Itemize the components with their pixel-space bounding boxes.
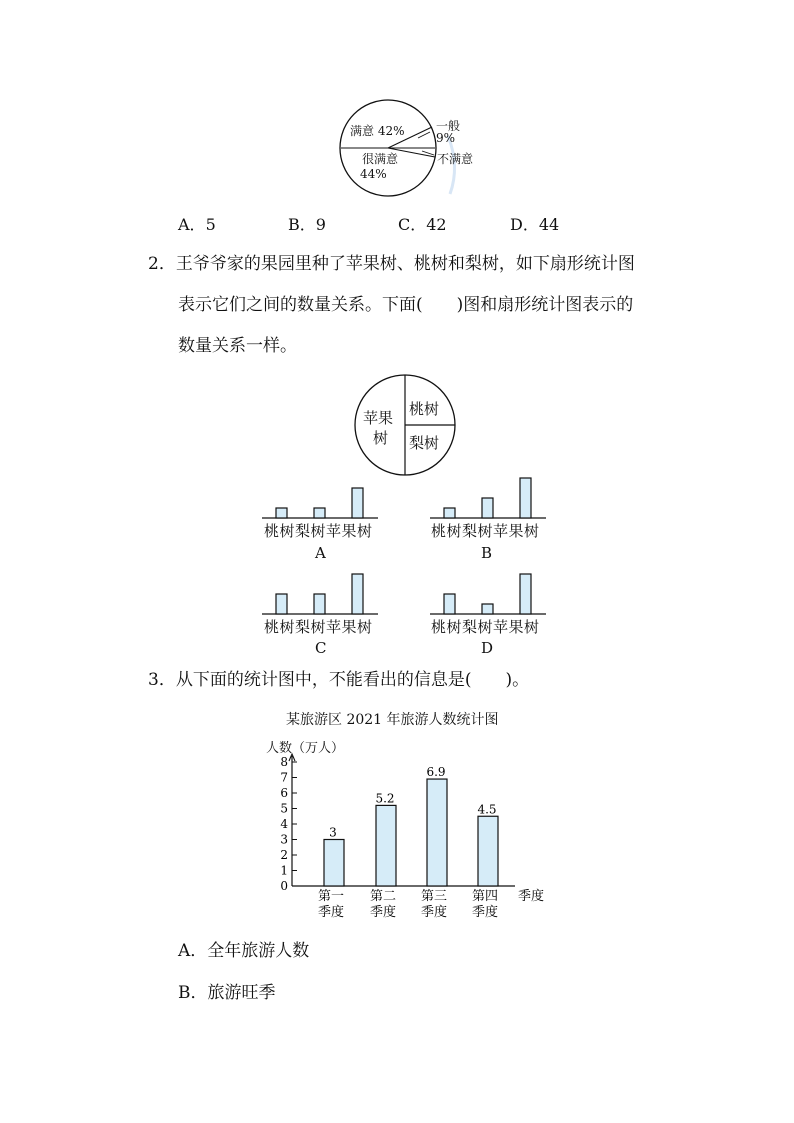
pie-label-unsatisfied: 不满意 [437,152,474,166]
y-tick-label: 7 [280,770,288,785]
pie-label-very-satisfied: 很满意 [362,152,399,166]
option-bar-chart-d[interactable] [430,568,550,618]
x-tick-label: 季度 [471,905,499,920]
pie-peach-label: 桃树 [409,400,440,418]
x-tick-label: 第一 [317,889,345,904]
x-tick-label: 第二 [369,889,397,904]
y-tick-label: 2 [280,848,288,862]
pie-pear-label: 梨树 [409,434,440,452]
bar-2 [376,805,396,886]
mini-bar-苹果树 [352,574,363,614]
tourism-chart-ylabel: 人数（万人） [266,741,345,756]
q3-option-a[interactable]: A．全年旅游人数 [178,941,310,961]
x-tick-label: 第三 [420,889,448,904]
pie-apple-label-1: 苹果 [363,409,394,427]
x-axis-label: 季度 [518,889,545,904]
option-d-letter[interactable]: D [481,639,494,657]
x-tick-label: 季度 [317,905,345,920]
option-c-category-labels: 桃树梨树苹果树 [264,618,373,636]
satisfaction-pie-chart [330,96,490,202]
x-tick-label: 季度 [369,905,397,920]
bar-3 [427,779,447,886]
y-tick-label: 8 [280,755,288,769]
bar-value-label: 5.2 [375,791,395,806]
bar-value-label: 4.5 [477,802,497,817]
q2-line2: 表示它们之间的数量关系。下面( )图和扇形统计图表示的 [178,295,634,315]
mini-bar-桃树 [444,594,455,614]
option-a-category-labels: 桃树梨树苹果树 [264,522,373,540]
pie-apple-label-2: 树 [373,429,389,447]
y-tick-label: 4 [280,817,288,831]
pie-label-satisfied: 满意 42% [350,124,405,138]
mini-bar-桃树 [276,594,287,614]
option-d-category-labels: 桃树梨树苹果树 [431,618,540,636]
x-tick-label: 季度 [420,905,448,920]
q2-line1: 2．王爷爷家的果园里种了苹果树、桃树和梨树，如下扇形统计图 [148,254,635,274]
pie-label-average-percent: 9% [436,131,456,145]
y-tick-label: 6 [280,786,288,800]
x-tick-label: 第四 [471,889,499,904]
mini-bar-梨树 [482,604,493,614]
mini-bar-苹果树 [520,478,531,518]
mini-bar-苹果树 [520,574,531,614]
q1-option-c[interactable]: C．42 [398,215,447,234]
q3-option-b[interactable]: B．旅游旺季 [178,983,276,1003]
option-bar-chart-b[interactable] [430,472,550,522]
bar-value-label: 6.9 [426,765,446,780]
q2-line3: 数量关系一样。 [178,336,297,356]
y-tick-label: 1 [280,863,288,878]
tourism-bar-chart [270,752,560,927]
y-tick-label: 5 [280,801,288,816]
bar-1 [324,840,344,887]
bar-value-label: 3 [329,825,337,840]
mini-bar-梨树 [314,508,325,518]
pie-label-average: 一般 [436,119,461,133]
q1-option-b[interactable]: B．9 [288,215,326,234]
q1-option-a[interactable]: A．5 [178,215,216,234]
option-bar-chart-a[interactable] [262,472,382,522]
mini-bar-桃树 [444,508,455,518]
q3-question: 3．从下面的统计图中，不能看出的信息是( )。 [148,670,530,690]
option-a-letter[interactable]: A [315,544,326,562]
mini-bar-梨树 [482,498,493,518]
option-b-letter[interactable]: B [481,544,493,562]
y-tick-label: 0 [280,879,288,893]
bar-4 [478,816,498,886]
mini-bar-苹果树 [352,488,363,518]
option-b-category-labels: 桃树梨树苹果树 [431,522,540,540]
mini-bar-梨树 [314,594,325,614]
mini-bar-桃树 [276,508,287,518]
tourism-chart-title: 某旅游区 2021 年旅游人数统计图 [286,712,499,728]
y-tick-label: 3 [280,832,288,847]
pie-label-very-satisfied-percent: 44% [360,167,387,181]
option-bar-chart-c[interactable] [262,568,382,618]
q1-option-d[interactable]: D．44 [510,215,560,234]
option-c-letter[interactable]: C [315,639,327,657]
